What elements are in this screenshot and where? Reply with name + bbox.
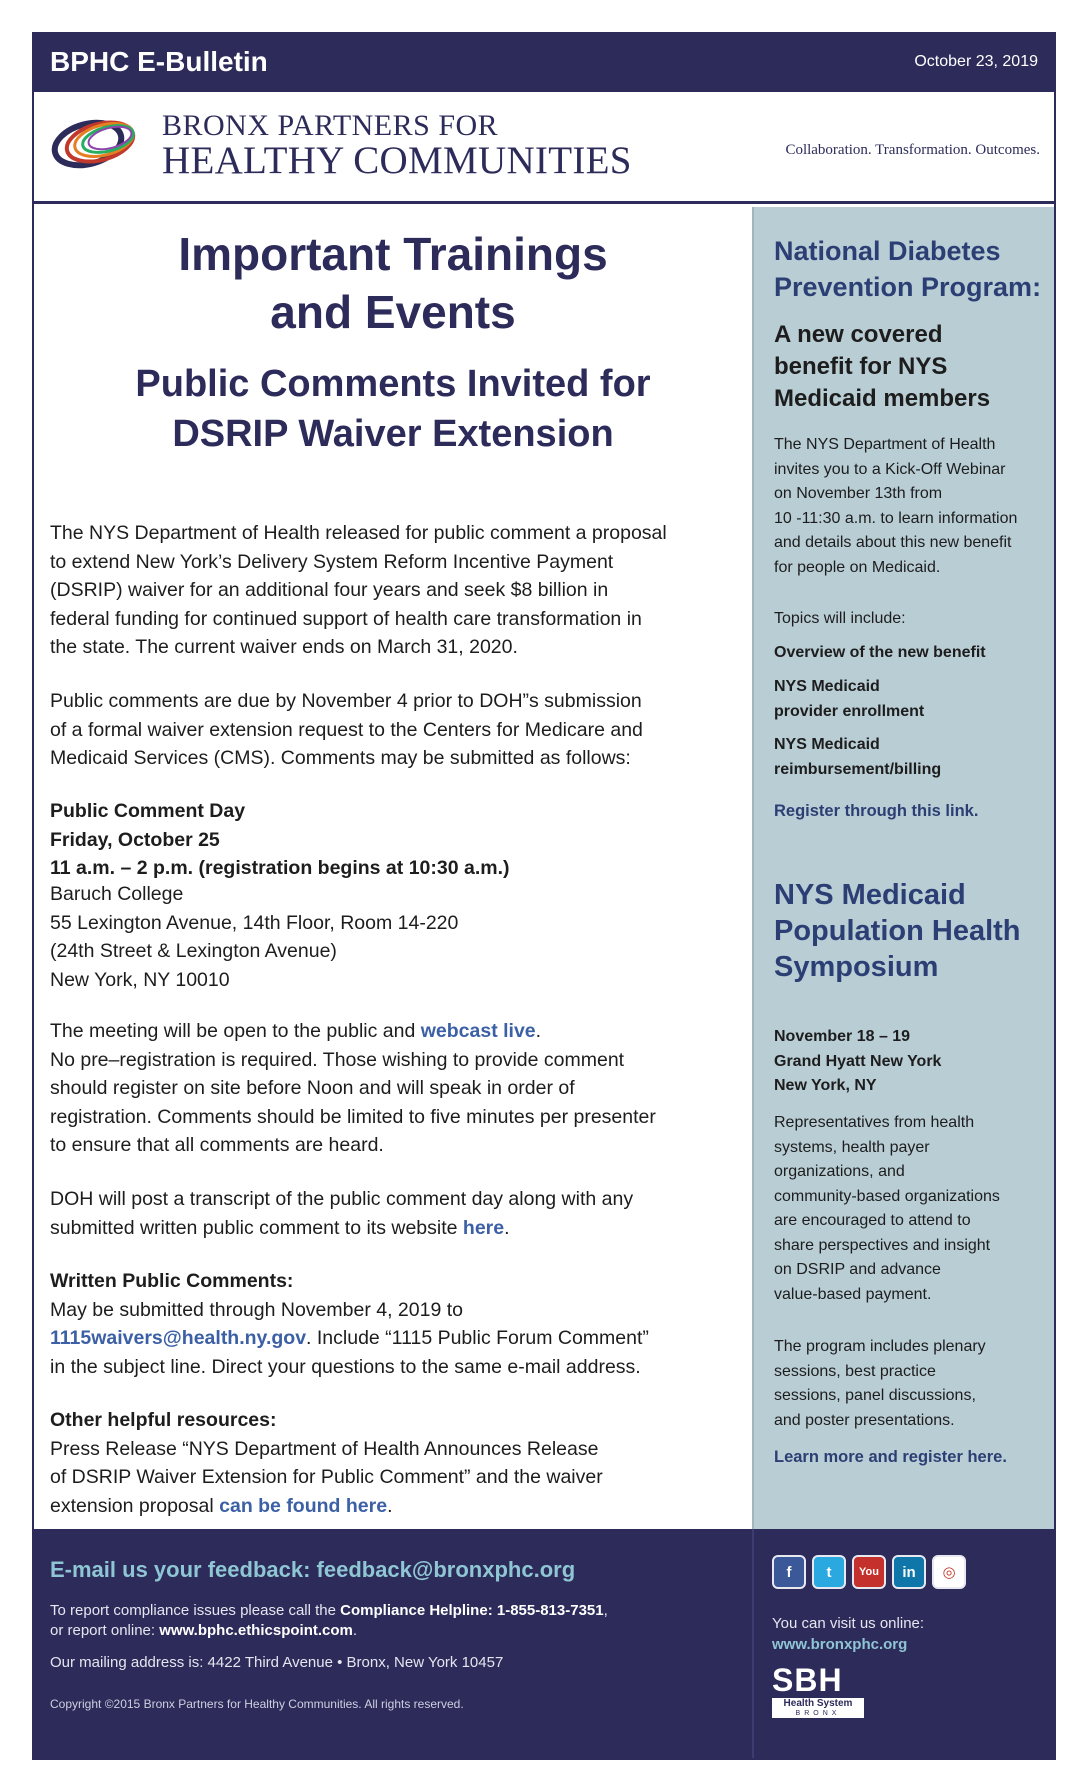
meeting-paragraph: [50, 1017, 740, 1160]
bulletin-title: BPHC E-Bulletin: [50, 46, 268, 77]
topic-overview: Overview of the new benefit: [774, 644, 986, 661]
mailing-address: Our mailing address is: 4422 Third Avenue • Bronx, New York 10457: [50, 1654, 504, 1671]
youtube-icon[interactable]: You: [852, 1555, 886, 1589]
text-line: for people on Medicaid.: [774, 558, 941, 576]
topics-intro: Topics will include:: [774, 610, 906, 627]
intro-paragraph: [50, 519, 740, 662]
text-line: Representatives from health: [774, 1114, 975, 1131]
text-line: community-based organizations: [774, 1187, 1000, 1205]
text-line: A new covered: [774, 321, 943, 348]
text-line: on November 13th from: [774, 485, 943, 502]
text-line: Grand Hyatt New York: [774, 1052, 942, 1070]
learn-more-section: [774, 1445, 1049, 1471]
text-line: Symposium: [774, 951, 939, 983]
text-line: sessions, panel discussions,: [774, 1387, 976, 1404]
article-title-line-1: Public Comments Invited for: [135, 363, 651, 405]
text-line: Population Health: [774, 915, 1021, 947]
social-icons: [772, 1555, 966, 1589]
visit-online: [772, 1613, 924, 1655]
sbh-logo-subtitle: Health System: [772, 1698, 864, 1709]
symposium-description: [774, 1111, 1049, 1307]
text-line: NYS Medicaid: [774, 879, 966, 911]
website-link[interactable]: www.bronxphc.org: [772, 1636, 908, 1653]
text-line: federal funding for continued support of health care transformation in: [50, 607, 642, 630]
text-line: You can visit us online:: [772, 1615, 925, 1632]
text-line: of DSRIP Waiver Extension for Public Comment” and the waiver: [50, 1466, 603, 1488]
bulletin-date: October 23, 2019: [914, 53, 1038, 70]
heading-line-2: and Events: [270, 286, 516, 338]
webcast-live-link[interactable]: webcast live: [420, 1020, 536, 1042]
article-title: [34, 359, 752, 459]
text-line: May be submitted through November 4, 2019 to: [50, 1298, 463, 1321]
brand-header: [34, 92, 1054, 204]
section-heading: [34, 225, 752, 341]
text-line: No pre–registration is required. Those wishing to provide comment: [50, 1048, 625, 1071]
text-line: to extend New York’s Delivery System Reform Incentive Payment: [50, 550, 614, 573]
text-line: extension proposal: [50, 1494, 220, 1517]
text-line: Press Release “NYS Department of Health Announces Release: [50, 1437, 599, 1460]
text-line: or report online:: [50, 1622, 160, 1639]
text-line: systems, health payer: [774, 1138, 930, 1156]
text-line: Prevention Program:: [774, 272, 1042, 302]
brand-tagline: Collaboration. Transformation. Outcomes.: [785, 142, 1040, 158]
register-link[interactable]: Register through this link.: [774, 802, 979, 820]
facebook-icon[interactable]: f: [772, 1555, 806, 1589]
sbh-logo-text: SBH: [772, 1662, 843, 1698]
bphc-icon[interactable]: ◎: [932, 1555, 966, 1589]
text-line: provider enrollment: [774, 702, 925, 720]
text-line: Medicaid Services (CMS). Comments may be submitted as follows:: [50, 747, 631, 769]
learn-more-link[interactable]: Learn more and register here.: [774, 1448, 1007, 1466]
event-details: [50, 797, 740, 883]
topic-billing: [774, 733, 1049, 782]
text-line: submitted written public comment to its website: [50, 1216, 463, 1239]
dpp-subtitle: [774, 319, 1044, 415]
bphc-logo-icon: [48, 114, 144, 172]
symposium-event: [774, 1025, 1049, 1099]
text-line: sessions, best practice: [774, 1362, 936, 1380]
text-line: share perspectives and insight: [774, 1236, 991, 1254]
transcript-here-link[interactable]: here: [462, 1216, 505, 1239]
text-line: the state. The current waiver ends on March 31, 2020.: [50, 636, 518, 658]
text-line: National Diabetes: [774, 236, 1001, 266]
text-line: registration. Comments should be limited to five minutes per presenter: [50, 1105, 656, 1128]
text-line: and poster presentations.: [774, 1411, 955, 1429]
text-line: . Include “1115 Public Forum Comment”: [306, 1327, 649, 1349]
text-line: of a formal waiver extension request to the Centers for Medicare and: [50, 718, 643, 741]
resources-title: Other helpful resources:: [50, 1409, 277, 1431]
footer: [34, 1529, 1054, 1758]
text-line: To report compliance issues please call the: [50, 1602, 341, 1619]
text-line: New York, NY: [774, 1077, 877, 1094]
compliance-text: [50, 1601, 740, 1641]
ethicspoint-link[interactable]: www.bphc.ethicspoint.com: [159, 1622, 353, 1639]
event-location: [50, 880, 740, 994]
text-line: .: [504, 1216, 510, 1239]
footer-divider: [752, 1529, 754, 1758]
heading-line-1: Important Trainings: [178, 228, 608, 280]
register-section: [774, 799, 1049, 825]
text-line: The NYS Department of Health: [774, 436, 996, 453]
brand-line-2: HEALTHY COMMUNITIES: [162, 139, 632, 182]
text-line: in the subject line. Direct your questions to the same e-mail address.: [50, 1355, 641, 1378]
brand-line-1: BRONX PARTNERS FOR: [162, 109, 499, 142]
text-line: 10 -11:30 a.m. to learn information: [774, 509, 1018, 527]
text-line: on DSRIP and advance: [774, 1261, 941, 1278]
dpp-description: [774, 433, 1049, 580]
text-line: The NYS Department of Health released for public comment a proposal: [50, 522, 667, 544]
text-line: Public comments are due by November 4 prior to DOH”s submission: [50, 690, 642, 712]
text-line: should register on site before Noon and will speak in order of: [50, 1077, 575, 1099]
top-bar: [34, 34, 1054, 92]
text-line: New York, NY 10010: [50, 968, 230, 991]
brand-name: [162, 110, 632, 180]
text-line: 55 Lexington Avenue, 14th Floor, Room 14-220: [50, 911, 459, 934]
copyright: Copyright ©2015 Bronx Partners for Healthy Communities. All rights reserved.: [50, 1697, 464, 1711]
text-line: NYS Medicaid: [774, 736, 880, 753]
text-line: (24th Street & Lexington Avenue): [50, 940, 337, 962]
event-time: 11 a.m. – 2 p.m. (registration begins at 10:30 a.m.): [50, 857, 510, 879]
resources-section: [50, 1406, 740, 1520]
dpp-title: [774, 233, 1049, 305]
text-line: invites you to a Kick-Off Webinar: [774, 460, 1006, 478]
text-line: ,: [603, 1602, 608, 1619]
text-line: .: [352, 1622, 358, 1639]
text-line: The meeting will be open to the public and: [50, 1020, 421, 1042]
text-line: benefit for NYS: [774, 353, 948, 380]
waiver-email-link[interactable]: 1115waivers@health.ny.gov: [50, 1327, 307, 1349]
article-title-line-2: DSRIP Waiver Extension: [172, 413, 614, 455]
proposal-link[interactable]: can be found here: [219, 1494, 388, 1517]
linkedin-icon[interactable]: in: [892, 1555, 926, 1589]
text-line: organizations, and: [774, 1163, 905, 1180]
text-line: (DSRIP) waiver for an additional four years and seek $8 billion in: [50, 579, 609, 601]
text-line: Medicaid members: [774, 385, 991, 412]
written-comments-section: [50, 1267, 740, 1381]
text-line: to ensure that all comments are heard.: [50, 1134, 384, 1156]
sidebar: [752, 207, 1054, 1529]
sbh-logo: [772, 1664, 864, 1718]
text-line: .: [535, 1020, 542, 1042]
text-line: value-based payment.: [774, 1285, 932, 1303]
topic-enrollment: [774, 675, 1049, 724]
text-line: and details about this new benefit: [774, 534, 1012, 551]
event-date: Friday, October 25: [50, 828, 220, 851]
text-line: November 18 – 19: [774, 1028, 911, 1045]
text-line: reimbursement/billing: [774, 760, 942, 778]
feedback-email-link[interactable]: E-mail us your feedback: feedback@bronxphc.org: [50, 1557, 576, 1582]
twitter-icon[interactable]: t: [812, 1555, 846, 1589]
text-line: DOH will post a transcript of the public comment day along with any: [50, 1188, 634, 1210]
symposium-title: [774, 877, 1049, 985]
main-column: [34, 207, 752, 1529]
transcript-paragraph: [50, 1185, 740, 1242]
text-line: are encouraged to attend to: [774, 1212, 971, 1229]
compliance-helpline: Compliance Helpline: 1-855-813-7351: [340, 1602, 604, 1619]
comments-paragraph: [50, 687, 740, 773]
bulletin-frame: [32, 32, 1056, 1760]
program-description: [774, 1335, 1049, 1433]
event-title: Public Comment Day: [50, 800, 246, 822]
text-line: .: [387, 1494, 393, 1517]
text-line: Baruch College: [50, 883, 184, 905]
text-line: NYS Medicaid: [774, 678, 880, 695]
text-line: The program includes plenary: [774, 1338, 986, 1355]
sbh-logo-location: BRONX: [772, 1709, 864, 1718]
written-comments-title: Written Public Comments:: [50, 1270, 294, 1292]
